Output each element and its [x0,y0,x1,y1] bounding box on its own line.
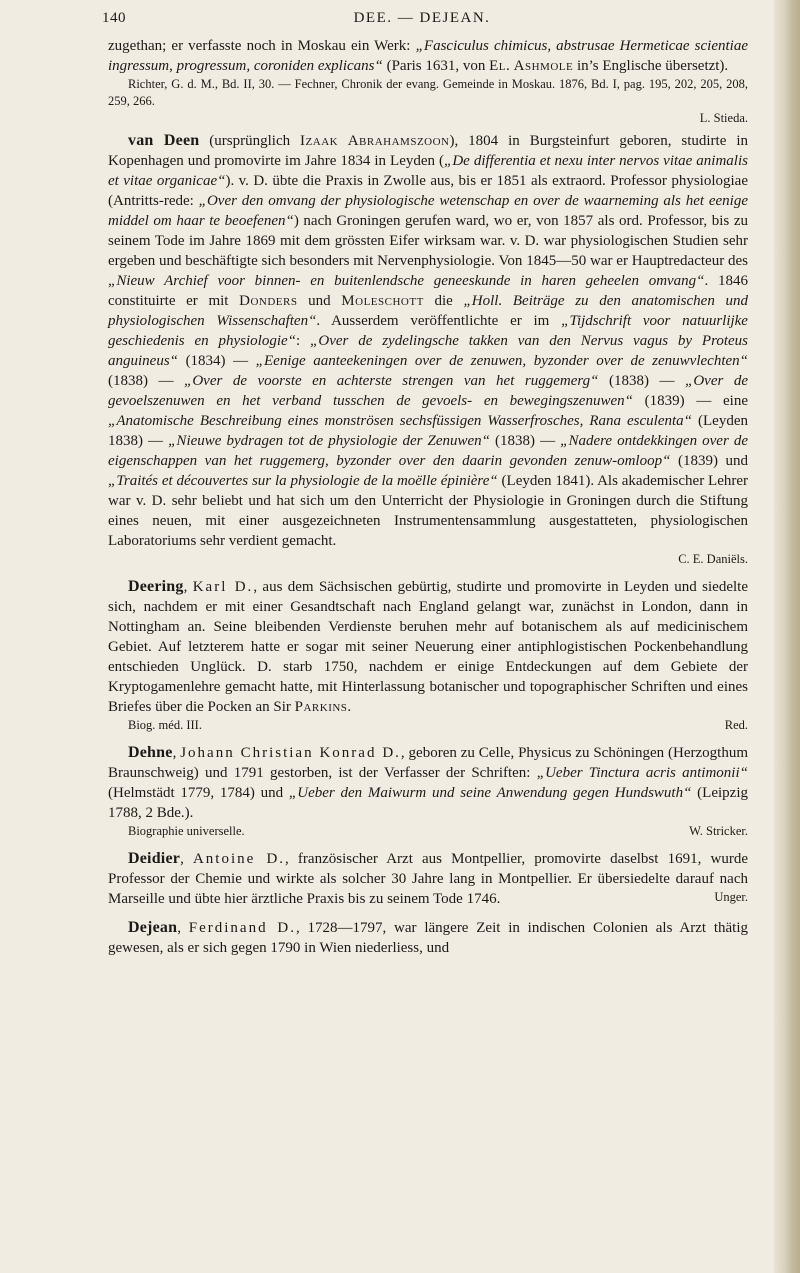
headword: Deering [128,578,184,595]
entry-deering-reference: Biog. méd. III. Red. [128,718,748,732]
entry-dehne: Dehne, Johann Christian Konrad D., geboren zu Celle, Physicus zu Schöningen (Herzogthum Braunschweig) und 1791 gestorben, ist der Verfasser der Schriften: „Ueber Tinctura acris antimonii“ (Helmstädt 1779, 1784) und „Ueber den Maiwurm und seine Anwendung gegen Hundswuth“ (Leipzig 1788, 2 Bde.). [108,744,749,821]
signature: W. Stricker. [689,824,748,838]
signature: Unger. [714,890,748,904]
entry-continuation-text: zugethan; er verfasste noch in Moskau ein Werk: „Fasciculus chimicus, abstrusae Hermeticae scientiae ingressum, progressum, coroniden explicans“ (Paris 1631, von El. Ashmole in’s Englische übersetzt). [108,38,748,74]
entry-dehne-reference: Biographie universelle. W. Stricker. [128,824,748,838]
entry-deering: Deering, Karl D., aus dem Sächsischen gebürtig, studirte und promovirte in Leyden und siedelte sich, nachdem er mit einer Gesandtschaft nach England gelangt war, zunächst in London, dann in Nottingham an. Seine bleibenden Verdienste beruhen mehr auf botanischem als auf medicinischem Gebiet. Auf letzterem hatte er sogar mit seiner Neuerung einer antiphlogistischen Pockenbehandlung entschieden Unglück. D. starb 1750, nachdem er einige Entdeckungen auf dem Gebiete der Kryptogamenlehre gemacht hatte, mit Hinterlassung botanischer und topographischer Schriften und eines Briefes über die Pocken an Sir Parkins. [108,578,748,715]
headword: Dejean [128,919,178,936]
page-number: 140 [102,10,126,26]
headword: Deidier [128,850,181,867]
entry-van-deen: van Deen (ursprünglich Izaak Abrahamszoon), 1804 in Burgsteinfurt geboren, studirte in Kopenhagen und promovirte im Jahre 1834 in Leyden („De differentia et nexu inter nervos vitae animalis et vitae organicae“). v. D. übte die Praxis in Zwolle aus, bis er 1851 als extraord. Professor physiologiae (Antritts-rede: „Over den omvang der physiologische wetenschap en over de waarneming als het eenige middel om haar te beoefenen“) nach Groningen gerufen ward, wo er, von 1857 als ord. Professor, bis zu seinem Tode im Jahre 1869 mit dem grössten Eifer wirksam war. v. D. war physiologischen Studien sehr ergeben und beschäftigte sich besonders mit Nervenphysiologie. Von 1845—50 war er Hauptredacteur des „Nieuw Archief voor binnen- en buitenlendsche geneeskunde in haren geheelen omvang“. 1846 constituirte er mit Donders und Moleschott die „Holl. Beiträge zu den anatomischen und physiologischen Wissenschaften“. Ausserdem veröffentlichte er im „Tijdschrift voor natuurlijke geschiedenis en physiologie“: „Over de zydelingsche takken van den Nervus vagus by Proteus anguineus“ (1834) — „Eenige aanteekeningen over de zenuwen, byzonder over de zenuwvlechten“ (1838) — „Over de voorste en achterste strengen van het ruggemerg“ (1838) — „Over de gevoelszenuwen en het verband tusschen de gevoels- en bewegingszenuwen“ (1839) — eine „Anatomische Beschreibung eines monströsen sechsfüssigen Wasserfrosches, Rana esculenta“ (Leyden 1838) — „Nieuwe bydragen tot de physiologie der Zenuwen“ (1838) — „Nadere ontdekkingen over de eigenschappen van het ruggemerg, byzonder over den daarin gevonden zenuw-omloop“ (1839) und „Traités et découvertes sur la physiologie de la moëlle épinière“ (Leyden 1841). Als akademischer Lehrer war v. D. sehr beliebt und hat sich um den Unterricht der Physiologie in Groningen durch die Stiftung eines neuen, mit einer ausgezeichneten Instrumentensammlung ausgestatteten, physiologischen Laboratoriums sehr verdient gemacht. C. E. Daniëls. [108,132,749,566]
headword: Dehne [128,744,173,761]
signature: C. E. Daniëls. [678,552,748,566]
entry-dejean: Dejean, Ferdinand D., 1728—1797, war längere Zeit in indischen Colonien als Arzt thätig gewesen, als er sich gegen 1790 in Wien niederliess, und [108,919,749,956]
page-header [102,10,742,34]
headword: van Deen [128,132,200,149]
entry-deidier: Deidier, Antoine D., französischer Arzt aus Montpellier, promovirte daselbst 1691, wurde Professor der Chemie und wirkte als solcher 30 Jahre lang in Montpellier. Er übersiedelte darauf nach Marseille und übte hier ärztliche Praxis bis zu seinem Tode 1746. Unger. [108,850,748,907]
running-head: DEE. — DEJEAN. [353,10,491,26]
page-content [108,36,748,958]
signature: L. Stieda. [699,111,748,125]
entry-continuation-reference: Richter, G. d. M., Bd. II, 30. — Fechner, Chronik der evang. Gemeinde in Moskau. 1876, Bd. I, pag. 195, 202, 205, 208, 259, 266. L. Stieda. [108,77,748,125]
page-edge-shadow [774,0,800,1273]
signature: Red. [724,718,748,732]
